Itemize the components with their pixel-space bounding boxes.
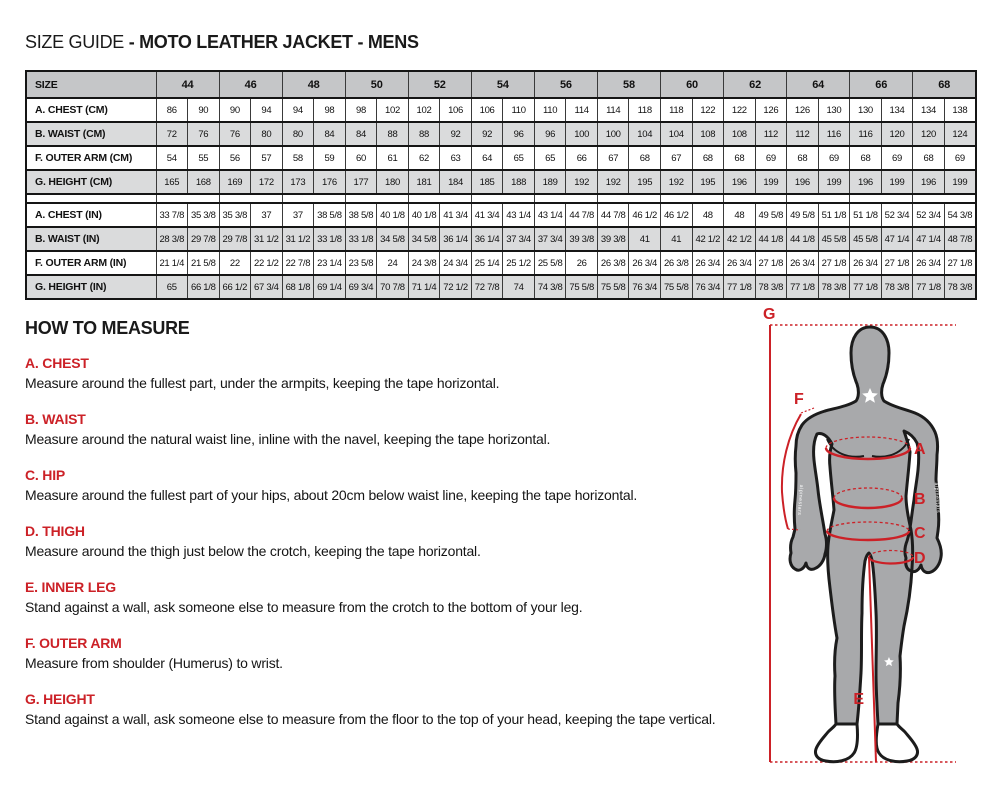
size-row-label: F. OUTER ARM (CM) bbox=[26, 146, 156, 170]
size-column-header: 46 bbox=[219, 71, 282, 98]
size-value-cell: 26 3/4 bbox=[724, 251, 756, 275]
size-value-cell: 34 5/8 bbox=[377, 227, 409, 251]
size-table-head bbox=[26, 71, 976, 98]
divider-cell bbox=[156, 194, 219, 203]
measure-item-text: Measure around the fullest part of your hips, about 20cm below waist line, keeping the tape horizontal. bbox=[25, 487, 638, 503]
size-value-cell: 122 bbox=[724, 98, 756, 122]
size-guide-table bbox=[25, 70, 977, 300]
size-value-cell: 104 bbox=[661, 122, 693, 146]
size-value-cell: 78 3/8 bbox=[881, 275, 913, 299]
size-value-cell: 21 1/4 bbox=[156, 251, 188, 275]
size-value-cell: 72 bbox=[156, 122, 188, 146]
size-value-cell: 84 bbox=[345, 122, 377, 146]
size-value-cell: 110 bbox=[503, 98, 535, 122]
size-value-cell: 51 1/8 bbox=[818, 203, 850, 227]
size-column-header: 66 bbox=[850, 71, 913, 98]
size-value-cell: 77 1/8 bbox=[724, 275, 756, 299]
size-value-cell: 185 bbox=[471, 170, 503, 194]
size-value-cell: 80 bbox=[251, 122, 283, 146]
size-value-cell: 199 bbox=[818, 170, 850, 194]
size-value-cell: 22 7/8 bbox=[282, 251, 314, 275]
divider-cell bbox=[408, 194, 471, 203]
size-value-cell: 68 bbox=[850, 146, 882, 170]
measure-item-text: Measure from shoulder (Humerus) to wrist. bbox=[25, 655, 283, 671]
size-value-cell: 67 bbox=[597, 146, 629, 170]
size-value-cell: 118 bbox=[661, 98, 693, 122]
size-value-cell: 47 1/4 bbox=[913, 227, 945, 251]
size-value-cell: 55 bbox=[188, 146, 220, 170]
size-value-cell: 122 bbox=[692, 98, 724, 122]
size-value-cell: 68 bbox=[913, 146, 945, 170]
size-value-cell: 90 bbox=[219, 98, 251, 122]
size-value-cell: 74 bbox=[503, 275, 535, 299]
size-value-cell: 181 bbox=[408, 170, 440, 194]
size-value-cell: 196 bbox=[724, 170, 756, 194]
divider-cell bbox=[282, 194, 345, 203]
figure-label-c: C bbox=[914, 525, 926, 542]
size-value-cell: 196 bbox=[913, 170, 945, 194]
left-arm-logo-text: alpinestars bbox=[795, 484, 805, 516]
size-header-row bbox=[26, 71, 976, 98]
size-value-cell: 26 bbox=[566, 251, 598, 275]
size-value-cell: 49 5/8 bbox=[755, 203, 787, 227]
size-value-cell: 58 bbox=[282, 146, 314, 170]
size-value-cell: 98 bbox=[345, 98, 377, 122]
size-value-cell: 116 bbox=[850, 122, 882, 146]
size-value-cell: 60 bbox=[345, 146, 377, 170]
size-value-cell: 61 bbox=[377, 146, 409, 170]
size-value-cell: 199 bbox=[755, 170, 787, 194]
size-value-cell: 188 bbox=[503, 170, 535, 194]
size-value-cell: 71 1/4 bbox=[408, 275, 440, 299]
size-value-cell: 27 1/8 bbox=[944, 251, 976, 275]
size-value-cell: 25 1/4 bbox=[471, 251, 503, 275]
size-value-cell: 42 1/2 bbox=[692, 227, 724, 251]
size-value-cell: 57 bbox=[251, 146, 283, 170]
size-value-cell: 88 bbox=[408, 122, 440, 146]
right-arm-logo-text: alpinestars bbox=[932, 482, 942, 514]
size-column-header: 56 bbox=[534, 71, 597, 98]
measure-item-text: Measure around the natural waist line, inline with the navel, keeping the tape horizontal. bbox=[25, 431, 551, 447]
size-value-cell: 120 bbox=[913, 122, 945, 146]
size-value-cell: 22 bbox=[219, 251, 251, 275]
size-value-cell: 25 1/2 bbox=[503, 251, 535, 275]
measure-item-label: B. WAIST bbox=[25, 411, 86, 427]
size-value-cell: 102 bbox=[408, 98, 440, 122]
size-value-cell: 180 bbox=[377, 170, 409, 194]
size-value-cell: 124 bbox=[944, 122, 976, 146]
size-value-cell: 76 bbox=[219, 122, 251, 146]
size-table-row bbox=[26, 275, 976, 299]
size-value-cell: 39 3/8 bbox=[597, 227, 629, 251]
size-value-cell: 26 3/4 bbox=[692, 251, 724, 275]
size-value-cell: 195 bbox=[629, 170, 661, 194]
measure-item bbox=[25, 412, 745, 447]
size-value-cell: 92 bbox=[471, 122, 503, 146]
size-value-cell: 96 bbox=[534, 122, 566, 146]
divider-cell bbox=[850, 194, 913, 203]
size-value-cell: 49 5/8 bbox=[787, 203, 819, 227]
figure-label-f: F bbox=[794, 391, 804, 408]
size-row-label: G. HEIGHT (IN) bbox=[26, 275, 156, 299]
size-value-cell: 134 bbox=[913, 98, 945, 122]
measure-item bbox=[25, 636, 745, 671]
size-value-cell: 46 1/2 bbox=[629, 203, 661, 227]
size-value-cell: 45 5/8 bbox=[850, 227, 882, 251]
size-value-cell: 66 1/8 bbox=[188, 275, 220, 299]
size-value-cell: 184 bbox=[440, 170, 472, 194]
size-row-label: G. HEIGHT (CM) bbox=[26, 170, 156, 194]
divider-cell bbox=[219, 194, 282, 203]
size-row-label: B. WAIST (CM) bbox=[26, 122, 156, 146]
size-value-cell: 114 bbox=[597, 98, 629, 122]
divider-cell bbox=[597, 194, 660, 203]
size-value-cell: 42 1/2 bbox=[724, 227, 756, 251]
size-value-cell: 34 5/8 bbox=[408, 227, 440, 251]
size-value-cell: 43 1/4 bbox=[534, 203, 566, 227]
size-value-cell: 39 3/8 bbox=[566, 227, 598, 251]
size-column-header: 50 bbox=[345, 71, 408, 98]
size-value-cell: 106 bbox=[471, 98, 503, 122]
size-column-header: 54 bbox=[471, 71, 534, 98]
measure-item-text: Stand against a wall, ask someone else to measure from the crotch to the bottom of your leg. bbox=[25, 599, 583, 615]
size-value-cell: 77 1/8 bbox=[913, 275, 945, 299]
size-column-header: 52 bbox=[408, 71, 471, 98]
size-value-cell: 80 bbox=[282, 122, 314, 146]
page-title bbox=[25, 32, 419, 53]
size-value-cell: 112 bbox=[755, 122, 787, 146]
size-value-cell: 102 bbox=[377, 98, 409, 122]
size-value-cell: 116 bbox=[818, 122, 850, 146]
measure-item-label: D. THIGH bbox=[25, 523, 85, 539]
size-table-row bbox=[26, 98, 976, 122]
size-value-cell: 77 1/8 bbox=[850, 275, 882, 299]
right-foot bbox=[876, 724, 917, 762]
size-value-cell: 108 bbox=[692, 122, 724, 146]
size-value-cell: 168 bbox=[188, 170, 220, 194]
size-value-cell: 120 bbox=[881, 122, 913, 146]
size-value-cell: 98 bbox=[314, 98, 346, 122]
size-value-cell: 24 3/4 bbox=[440, 251, 472, 275]
page-title-bold: - MOTO LEATHER JACKET - MENS bbox=[128, 32, 419, 52]
size-value-cell: 100 bbox=[566, 122, 598, 146]
size-value-cell: 41 3/4 bbox=[440, 203, 472, 227]
size-column-header: 44 bbox=[156, 71, 219, 98]
size-value-cell: 48 7/8 bbox=[944, 227, 976, 251]
divider-cell bbox=[724, 194, 787, 203]
size-table-body bbox=[26, 98, 976, 299]
divider-cell bbox=[471, 194, 534, 203]
size-value-cell: 76 bbox=[188, 122, 220, 146]
size-table-row bbox=[26, 170, 976, 194]
size-value-cell: 66 1/2 bbox=[219, 275, 251, 299]
size-value-cell: 24 bbox=[377, 251, 409, 275]
size-value-cell: 94 bbox=[282, 98, 314, 122]
size-value-cell: 35 3/8 bbox=[219, 203, 251, 227]
measure-item bbox=[25, 580, 745, 615]
size-value-cell: 165 bbox=[156, 170, 188, 194]
size-value-cell: 72 7/8 bbox=[471, 275, 503, 299]
size-value-cell: 65 bbox=[503, 146, 535, 170]
size-value-cell: 67 3/4 bbox=[251, 275, 283, 299]
size-value-cell: 27 1/8 bbox=[881, 251, 913, 275]
size-value-cell: 90 bbox=[188, 98, 220, 122]
size-value-cell: 38 5/8 bbox=[314, 203, 346, 227]
size-value-cell: 38 5/8 bbox=[345, 203, 377, 227]
body-measurement-diagram bbox=[750, 300, 1000, 790]
measure-item-text: Measure around the thigh just below the crotch, keeping the tape horizontal. bbox=[25, 543, 481, 559]
size-value-cell: 100 bbox=[597, 122, 629, 146]
size-value-cell: 130 bbox=[850, 98, 882, 122]
size-value-cell: 64 bbox=[471, 146, 503, 170]
measure-item-text: Stand against a wall, ask someone else to measure from the floor to the top of your head, keeping the tape vertical. bbox=[25, 711, 716, 727]
size-column-header: 60 bbox=[661, 71, 724, 98]
measure-item bbox=[25, 692, 745, 727]
size-value-cell: 26 3/8 bbox=[661, 251, 693, 275]
size-value-cell: 94 bbox=[251, 98, 283, 122]
measure-item-label: G. HEIGHT bbox=[25, 691, 95, 707]
measure-item-text: Measure around the fullest part, under the armpits, keeping the tape horizontal. bbox=[25, 375, 500, 391]
page-title-regular: SIZE GUIDE bbox=[25, 32, 129, 52]
measure-item-label: E. INNER LEG bbox=[25, 579, 116, 595]
size-value-cell: 33 1/8 bbox=[345, 227, 377, 251]
outer-arm-dotted-top bbox=[801, 408, 814, 413]
size-value-cell: 74 3/8 bbox=[534, 275, 566, 299]
divider-cell bbox=[661, 194, 724, 203]
size-value-cell: 59 bbox=[314, 146, 346, 170]
size-value-cell: 112 bbox=[787, 122, 819, 146]
size-value-cell: 173 bbox=[282, 170, 314, 194]
divider-cell bbox=[345, 194, 408, 203]
size-value-cell: 78 3/8 bbox=[755, 275, 787, 299]
size-value-cell: 51 1/8 bbox=[850, 203, 882, 227]
size-value-cell: 37 3/4 bbox=[503, 227, 535, 251]
size-value-cell: 172 bbox=[251, 170, 283, 194]
size-value-cell: 48 bbox=[692, 203, 724, 227]
size-value-cell: 26 3/4 bbox=[629, 251, 661, 275]
size-value-cell: 52 3/4 bbox=[881, 203, 913, 227]
measure-item-label: A. CHEST bbox=[25, 355, 89, 371]
size-value-cell: 26 3/8 bbox=[597, 251, 629, 275]
size-value-cell: 56 bbox=[219, 146, 251, 170]
size-value-cell: 68 bbox=[724, 146, 756, 170]
figure-label-e: E bbox=[853, 691, 864, 708]
size-value-cell: 192 bbox=[661, 170, 693, 194]
size-value-cell: 25 5/8 bbox=[534, 251, 566, 275]
size-value-cell: 44 7/8 bbox=[566, 203, 598, 227]
size-value-cell: 176 bbox=[314, 170, 346, 194]
size-value-cell: 75 5/8 bbox=[661, 275, 693, 299]
size-value-cell: 41 bbox=[661, 227, 693, 251]
figure-label-d: D bbox=[914, 550, 926, 567]
size-value-cell: 84 bbox=[314, 122, 346, 146]
size-value-cell: 196 bbox=[850, 170, 882, 194]
divider-cell bbox=[787, 194, 850, 203]
size-value-cell: 26 3/4 bbox=[850, 251, 882, 275]
size-value-cell: 68 bbox=[692, 146, 724, 170]
size-value-cell: 22 1/2 bbox=[251, 251, 283, 275]
size-value-cell: 169 bbox=[219, 170, 251, 194]
size-value-cell: 65 bbox=[156, 275, 188, 299]
size-value-cell: 26 3/4 bbox=[787, 251, 819, 275]
size-value-cell: 75 5/8 bbox=[566, 275, 598, 299]
size-value-cell: 130 bbox=[818, 98, 850, 122]
size-value-cell: 45 5/8 bbox=[818, 227, 850, 251]
size-value-cell: 75 5/8 bbox=[597, 275, 629, 299]
size-value-cell: 52 3/4 bbox=[913, 203, 945, 227]
size-value-cell: 199 bbox=[881, 170, 913, 194]
size-value-cell: 126 bbox=[755, 98, 787, 122]
size-value-cell: 46 1/2 bbox=[661, 203, 693, 227]
size-value-cell: 70 7/8 bbox=[377, 275, 409, 299]
figure-label-g: G bbox=[763, 306, 776, 323]
size-value-cell: 23 1/4 bbox=[314, 251, 346, 275]
divider-cell bbox=[534, 194, 597, 203]
size-value-cell: 76 3/4 bbox=[692, 275, 724, 299]
size-value-cell: 40 1/8 bbox=[377, 203, 409, 227]
size-value-cell: 114 bbox=[566, 98, 598, 122]
size-value-cell: 37 3/4 bbox=[534, 227, 566, 251]
size-value-cell: 78 3/8 bbox=[944, 275, 976, 299]
size-value-cell: 88 bbox=[377, 122, 409, 146]
size-value-cell: 192 bbox=[597, 170, 629, 194]
measure-item-label: F. OUTER ARM bbox=[25, 635, 122, 651]
left-foot bbox=[815, 724, 857, 762]
size-value-cell: 65 bbox=[534, 146, 566, 170]
size-value-cell: 77 1/8 bbox=[787, 275, 819, 299]
size-value-cell: 72 1/2 bbox=[440, 275, 472, 299]
unit-divider-row bbox=[26, 194, 976, 203]
size-value-cell: 35 3/8 bbox=[188, 203, 220, 227]
size-value-cell: 33 1/8 bbox=[314, 227, 346, 251]
size-table-row bbox=[26, 203, 976, 227]
size-value-cell: 31 1/2 bbox=[282, 227, 314, 251]
measure-instructions-list bbox=[25, 356, 745, 748]
size-value-cell: 27 1/8 bbox=[818, 251, 850, 275]
size-column-header: 62 bbox=[724, 71, 787, 98]
size-value-cell: 24 3/8 bbox=[408, 251, 440, 275]
size-value-cell: 92 bbox=[440, 122, 472, 146]
size-value-cell: 54 3/8 bbox=[944, 203, 976, 227]
size-row-label: B. WAIST (IN) bbox=[26, 227, 156, 251]
size-table-row bbox=[26, 146, 976, 170]
size-value-cell: 37 bbox=[282, 203, 314, 227]
size-value-cell: 26 3/4 bbox=[913, 251, 945, 275]
divider-cell bbox=[913, 194, 976, 203]
size-value-cell: 41 3/4 bbox=[471, 203, 503, 227]
size-value-cell: 54 bbox=[156, 146, 188, 170]
size-value-cell: 110 bbox=[534, 98, 566, 122]
size-table-row bbox=[26, 227, 976, 251]
size-value-cell: 29 7/8 bbox=[188, 227, 220, 251]
size-value-cell: 29 7/8 bbox=[219, 227, 251, 251]
how-to-measure-heading: HOW TO MEASURE bbox=[25, 318, 190, 338]
size-value-cell: 106 bbox=[440, 98, 472, 122]
size-column-header: 68 bbox=[913, 71, 976, 98]
size-value-cell: 36 1/4 bbox=[440, 227, 472, 251]
measure-item bbox=[25, 356, 745, 391]
size-value-cell: 138 bbox=[944, 98, 976, 122]
size-value-cell: 68 bbox=[629, 146, 661, 170]
size-table-row bbox=[26, 122, 976, 146]
size-value-cell: 27 1/8 bbox=[755, 251, 787, 275]
size-row-label: F. OUTER ARM (IN) bbox=[26, 251, 156, 275]
size-value-cell: 126 bbox=[787, 98, 819, 122]
size-value-cell: 68 1/8 bbox=[282, 275, 314, 299]
size-value-cell: 177 bbox=[345, 170, 377, 194]
size-value-cell: 21 5/8 bbox=[188, 251, 220, 275]
size-value-cell: 78 3/8 bbox=[818, 275, 850, 299]
size-value-cell: 118 bbox=[629, 98, 661, 122]
size-value-cell: 69 bbox=[818, 146, 850, 170]
size-value-cell: 63 bbox=[440, 146, 472, 170]
size-column-header: 48 bbox=[282, 71, 345, 98]
size-value-cell: 66 bbox=[566, 146, 598, 170]
size-row-label: A. CHEST (IN) bbox=[26, 203, 156, 227]
size-value-cell: 36 1/4 bbox=[471, 227, 503, 251]
size-value-cell: 23 5/8 bbox=[345, 251, 377, 275]
size-value-cell: 69 3/4 bbox=[345, 275, 377, 299]
size-value-cell: 41 bbox=[629, 227, 661, 251]
divider-cell bbox=[26, 194, 156, 203]
size-value-cell: 37 bbox=[251, 203, 283, 227]
size-value-cell: 44 1/8 bbox=[787, 227, 819, 251]
size-value-cell: 108 bbox=[724, 122, 756, 146]
measure-item-label: C. HIP bbox=[25, 467, 66, 483]
size-value-cell: 199 bbox=[944, 170, 976, 194]
size-value-cell: 96 bbox=[503, 122, 535, 146]
size-value-cell: 69 bbox=[755, 146, 787, 170]
size-value-cell: 196 bbox=[787, 170, 819, 194]
size-value-cell: 189 bbox=[534, 170, 566, 194]
size-value-cell: 28 3/8 bbox=[156, 227, 188, 251]
size-value-cell: 40 1/8 bbox=[408, 203, 440, 227]
measure-item bbox=[25, 468, 745, 503]
size-value-cell: 44 7/8 bbox=[597, 203, 629, 227]
size-table-corner: SIZE bbox=[26, 71, 156, 98]
size-value-cell: 104 bbox=[629, 122, 661, 146]
size-value-cell: 195 bbox=[692, 170, 724, 194]
size-value-cell: 31 1/2 bbox=[251, 227, 283, 251]
size-value-cell: 192 bbox=[566, 170, 598, 194]
size-value-cell: 69 bbox=[944, 146, 976, 170]
size-value-cell: 67 bbox=[661, 146, 693, 170]
size-column-header: 64 bbox=[787, 71, 850, 98]
size-row-label: A. CHEST (CM) bbox=[26, 98, 156, 122]
size-value-cell: 44 1/8 bbox=[755, 227, 787, 251]
size-value-cell: 33 7/8 bbox=[156, 203, 188, 227]
measure-item bbox=[25, 524, 745, 559]
size-value-cell: 43 1/4 bbox=[503, 203, 535, 227]
size-value-cell: 69 bbox=[881, 146, 913, 170]
size-value-cell: 69 1/4 bbox=[314, 275, 346, 299]
size-value-cell: 62 bbox=[408, 146, 440, 170]
size-value-cell: 47 1/4 bbox=[881, 227, 913, 251]
size-value-cell: 48 bbox=[724, 203, 756, 227]
size-value-cell: 86 bbox=[156, 98, 188, 122]
figure-label-b: B bbox=[914, 491, 926, 508]
size-column-header: 58 bbox=[597, 71, 660, 98]
size-value-cell: 134 bbox=[881, 98, 913, 122]
size-value-cell: 76 3/4 bbox=[629, 275, 661, 299]
figure-label-a: A bbox=[914, 441, 926, 458]
size-value-cell: 68 bbox=[787, 146, 819, 170]
size-table-row bbox=[26, 251, 976, 275]
